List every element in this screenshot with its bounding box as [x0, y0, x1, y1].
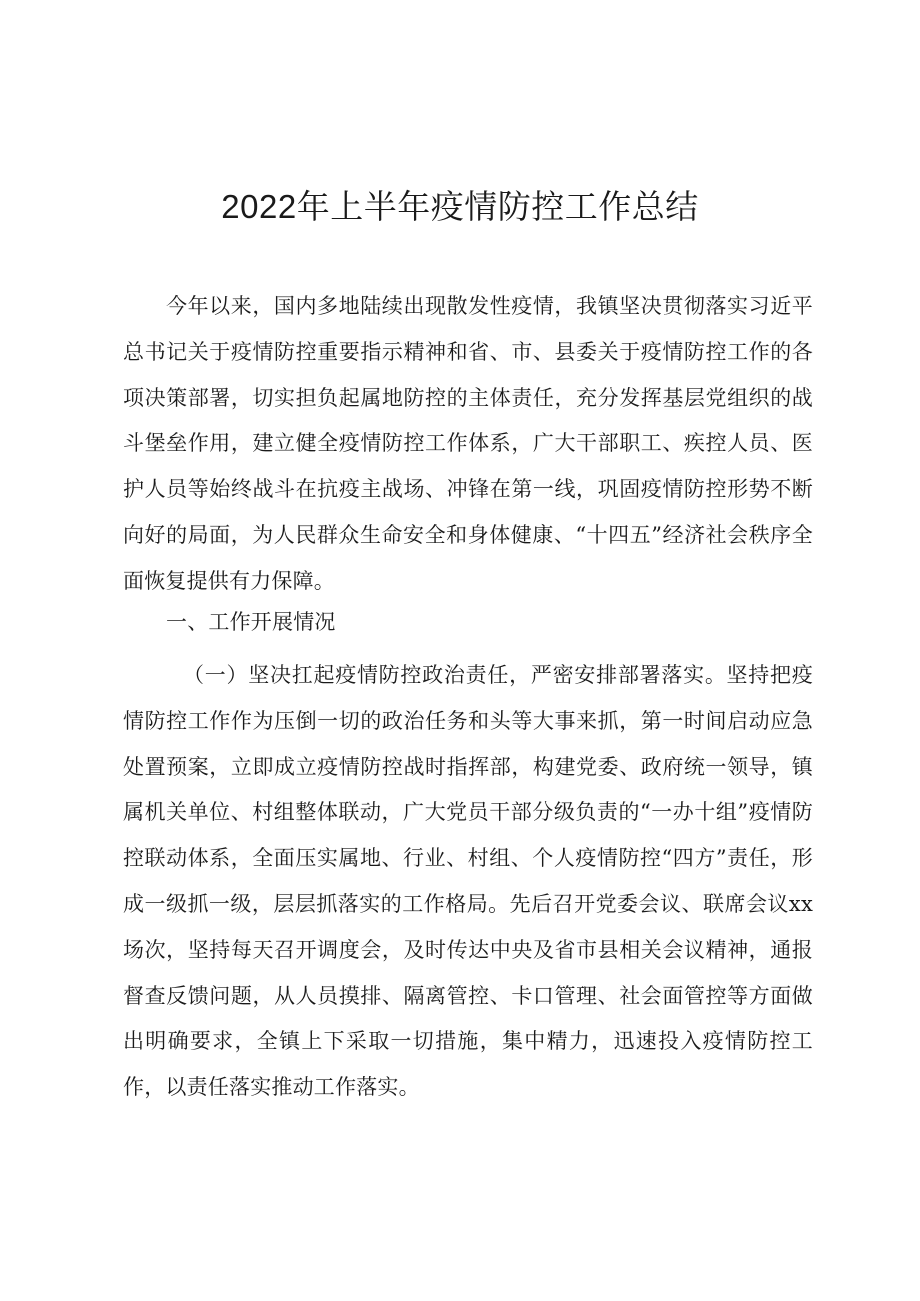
document-title: 2022年上半年疫情防控工作总结: [221, 188, 699, 225]
section-heading: 一、工作开展情况: [166, 610, 336, 634]
intro-paragraph: 今年以来，国内多地陆续出现散发性疫情，我镇坚决贯彻落实习近平总书记关于疫情防控重要指示精神和省、市、县委关于疫情防控工作的各项决策部署，切实担负起属地防控的主体责任，充分发挥基层党组织的战斗堡垒作用，建立健全疫情防控工作体系，广大干部职工、疾控人员、医护人员等始终战斗在抗疫主战场、冲锋在第一线，巩固疫情防控形势不断向好的局面，为人民群众生命安全和身体健康、“十四五”经济社会秩序全面恢复提供有力保障。: [123, 294, 813, 593]
section-1-paragraph: （一）坚决扛起疫情防控政治责任，严密安排部署落实。坚持把疫情防控工作作为压倒一切的政治任务和头等大事来抓，第一时间启动应急处置预案，立即成立疫情防控战时指挥部，构建党委、政府统一领导，镇属机关单位、村组整体联动，广大党员干部分级负责的“一办十组”疫情防控联动体系，全面压实属地、行业、村组、个人疫情防控“四方”责任，形成一级抓一级，层层抓落实的工作格局。先后召开党委会议、联席会议xx场次，坚持每天召开调度会，及时传达中央及省市县相关会议精神，通报督查反馈问题，从人员摸排、隔离管控、卡口管理、社会面管控等方面做出明确要求，全镇上下采取一切措施，集中精力，迅速投入疫情防控工作，以责任落实推动工作落实。: [123, 663, 813, 1100]
